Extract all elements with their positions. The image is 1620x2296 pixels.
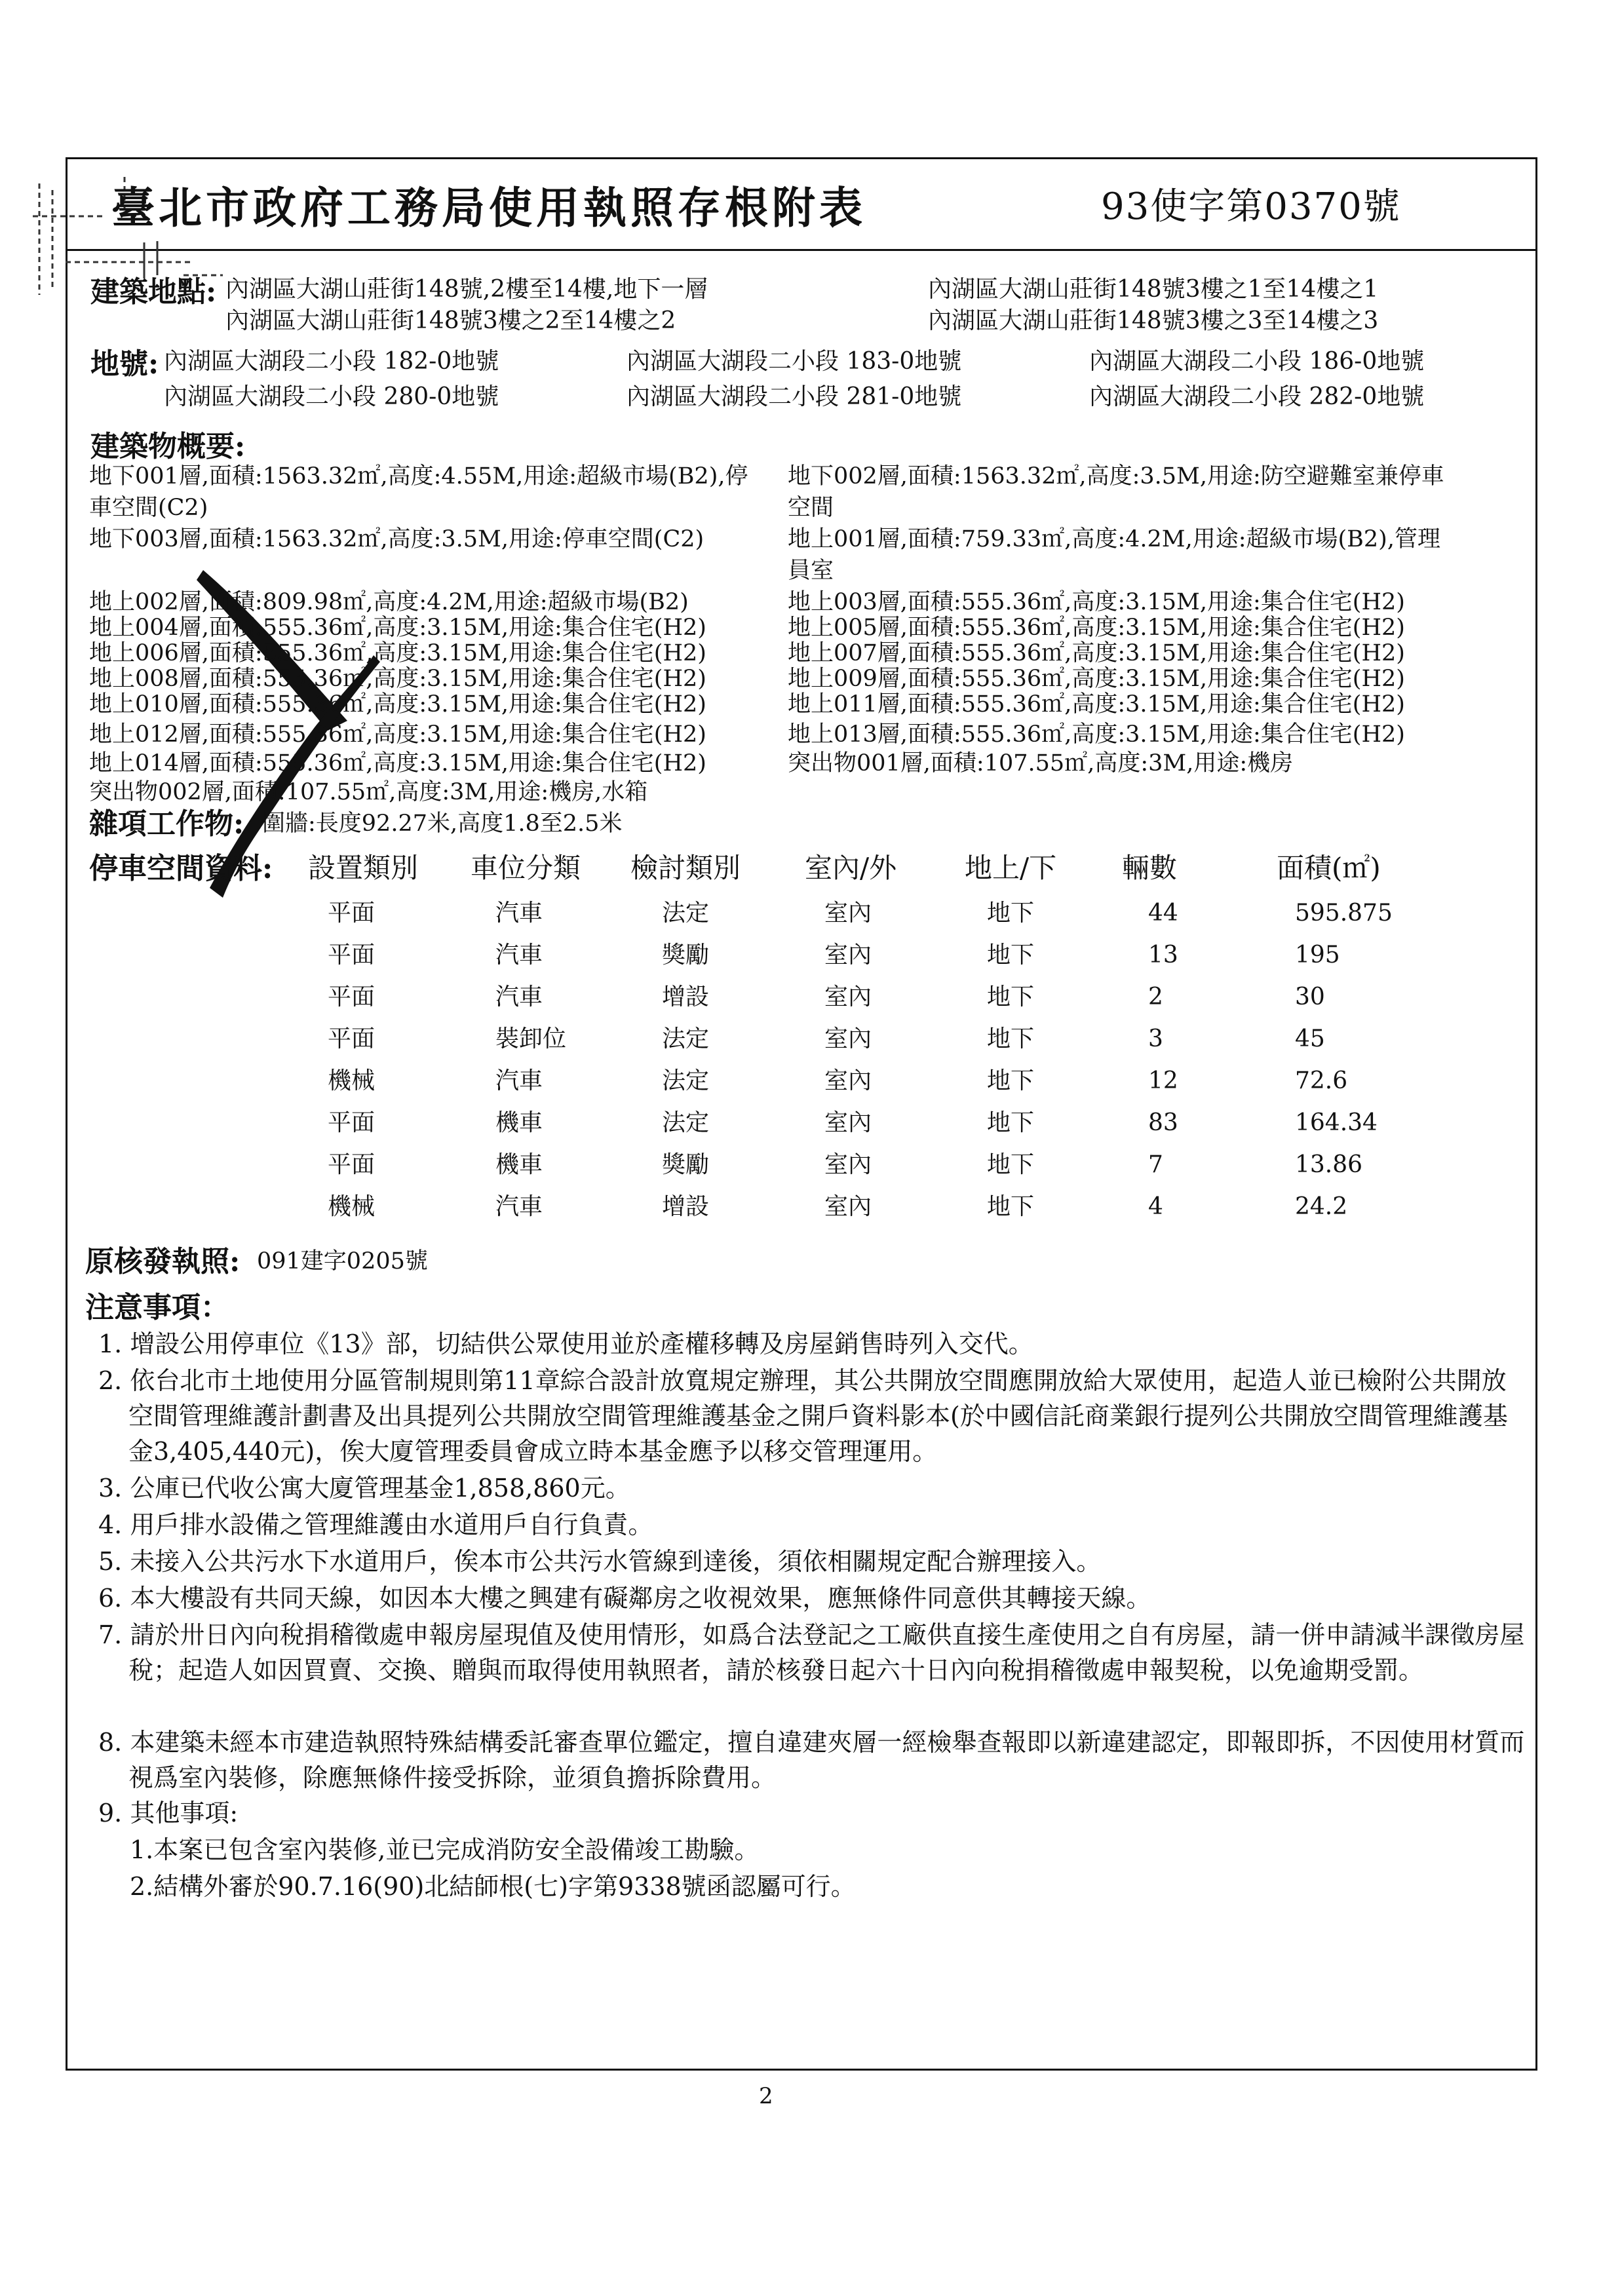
parking-cell: 12 <box>1148 1067 1178 1094</box>
lot-number: 內湖區大湖段二小段 186-0地號 <box>1089 348 1425 375</box>
parking-cell: 2 <box>1148 984 1163 1010</box>
note-item: 9. 其他事項: <box>98 1799 239 1827</box>
parking-cell: 4 <box>1148 1193 1163 1220</box>
parking-header-cell: 室內/外 <box>805 852 897 884</box>
parking-cell: 法定 <box>662 900 710 927</box>
parking-cell: 7 <box>1148 1151 1163 1178</box>
parking-cell: 室內 <box>824 900 872 927</box>
misc-value: 圍牆:長度92.27米,高度1.8至2.5米 <box>262 811 623 837</box>
parking-cell: 汽車 <box>495 1193 543 1220</box>
parking-header-cell: 輛數 <box>1122 852 1178 884</box>
floor-entry: 地下003層,面積:1563.32㎡,高度:3.5M,用途:停車空間(C2) <box>89 526 704 552</box>
parking-header-cell: 檢討類別 <box>630 852 741 884</box>
parking-cell: 地下 <box>987 942 1035 968</box>
title-divider <box>66 249 1537 251</box>
parking-cell: 13.86 <box>1295 1151 1363 1178</box>
parking-cell: 機械 <box>328 1193 376 1220</box>
note-item: 4. 用戶排水設備之管理維護由水道用戶自行負責。 <box>98 1510 653 1539</box>
floor-entry: 地上007層,面積:555.36㎡,高度:3.15M,用途:集合住宅(H2) <box>788 640 1405 666</box>
overview-label: 建築物概要: <box>90 430 246 463</box>
parking-cell: 機械 <box>328 1067 376 1094</box>
floor-entry: 地上009層,面積:555.36㎡,高度:3.15M,用途:集合住宅(H2) <box>788 666 1405 692</box>
page-number: 2 <box>759 2083 773 2109</box>
parking-cell: 增設 <box>662 984 710 1010</box>
parking-cell: 地下 <box>987 1067 1035 1094</box>
parking-cell: 獎勵 <box>662 942 710 968</box>
parking-cell: 平面 <box>328 984 376 1010</box>
parking-cell: 增設 <box>662 1193 710 1220</box>
floor-entry: 突出物002層,面積:107.55㎡,高度:3M,用途:機房,水箱 <box>89 779 648 805</box>
parking-cell: 室內 <box>824 1151 872 1178</box>
parking-cell: 室內 <box>824 1109 872 1136</box>
floor-entry: 地上008層,面積:555.36㎡,高度:3.15M,用途:集合住宅(H2) <box>89 666 706 692</box>
parking-cell: 室內 <box>824 1193 872 1220</box>
parking-header-cell: 車位分類 <box>471 852 581 884</box>
note-item: 8. 本建築未經本市建造執照特殊結構委託審查單位鑑定，擅自違建夾層一經檢舉查報即以新違建認定，即報即拆，不因使用材質而視爲室內裝修，除應無條件接受拆除，並須負擔拆除費用。 <box>98 1728 1525 1792</box>
parking-cell: 24.2 <box>1295 1193 1348 1220</box>
parking-cell: 平面 <box>328 1151 376 1178</box>
floor-entry: 地上014層,面積:555.36㎡,高度:3.15M,用途:集合住宅(H2) <box>89 750 706 776</box>
parking-header-cell: 面積(㎡) <box>1277 852 1381 884</box>
floor-entry: 地上005層,面積:555.36㎡,高度:3.15M,用途:集合住宅(H2) <box>788 615 1405 641</box>
floor-entry: 地上003層,面積:555.36㎡,高度:3.15M,用途:集合住宅(H2) <box>788 589 1405 615</box>
floor-entry: 突出物001層,面積:107.55㎡,高度:3M,用途:機房 <box>788 750 1294 776</box>
lot-number: 內湖區大湖段二小段 281-0地號 <box>627 383 962 410</box>
parking-cell: 164.34 <box>1295 1109 1378 1136</box>
parking-header-cell: 地上/下 <box>965 852 1057 884</box>
misc-label: 雜項工作物: <box>89 807 244 841</box>
parking-cell: 地下 <box>987 1193 1035 1220</box>
parking-cell: 室內 <box>824 942 872 968</box>
lot-number: 內湖區大湖段二小段 183-0地號 <box>627 348 962 375</box>
parking-cell: 室內 <box>824 984 872 1010</box>
parking-cell: 室內 <box>824 1025 872 1052</box>
address-label: 建築地點: <box>90 275 217 309</box>
floor-entry: 地上011層,面積:555.36㎡,高度:3.15M,用途:集合住宅(H2) <box>788 691 1405 718</box>
address-line: 內湖區大湖山莊街148號3樓之2至14樓之2 <box>225 307 676 334</box>
floor-entry: 地上004層,面積:555.36㎡,高度:3.15M,用途:集合住宅(H2) <box>89 615 706 641</box>
permit-number: 93使字第0370號 <box>1101 185 1401 228</box>
parking-cell: 地下 <box>987 900 1035 927</box>
parking-cell: 汽車 <box>495 942 543 968</box>
address-line: 內湖區大湖山莊街148號3樓之1至14樓之1 <box>928 276 1379 303</box>
parking-cell: 法定 <box>662 1109 710 1136</box>
parking-label: 停車空間資料: <box>89 852 273 885</box>
note-item: 5. 未接入公共污水下水道用戶，俟本市公共污水管線到達後，須依相關規定配合辦理接入。 <box>98 1547 1102 1576</box>
floor-entry: 地上010層,面積:555.36㎡,高度:3.15M,用途:集合住宅(H2) <box>89 691 706 718</box>
floor-entry: 空間 <box>788 495 834 521</box>
floor-entry: 地上006層,面積:555.36㎡,高度:3.15M,用途:集合住宅(H2) <box>89 640 706 666</box>
note-item: 6. 本大樓設有共同天線，如因本大樓之興建有礙鄰房之收視效果，應無條件同意供其轉接天線。 <box>98 1584 1151 1613</box>
parking-cell: 地下 <box>987 1025 1035 1052</box>
floor-entry: 車空間(C2) <box>89 495 208 521</box>
lot-number: 內湖區大湖段二小段 280-0地號 <box>164 383 499 410</box>
parking-cell: 汽車 <box>495 984 543 1010</box>
parking-cell: 30 <box>1295 984 1325 1010</box>
parking-cell: 72.6 <box>1295 1067 1348 1094</box>
parking-cell: 法定 <box>662 1025 710 1052</box>
parking-cell: 裝卸位 <box>495 1025 567 1052</box>
floor-entry: 員室 <box>788 558 834 584</box>
floor-entry: 地上002層,面積:809.98㎡,高度:4.2M,用途:超級市場(B2) <box>89 589 689 615</box>
parking-cell: 13 <box>1148 942 1178 968</box>
parking-cell: 汽車 <box>495 1067 543 1094</box>
parking-cell: 地下 <box>987 984 1035 1010</box>
lot-number: 內湖區大湖段二小段 282-0地號 <box>1089 383 1425 410</box>
lot-label: 地號: <box>90 347 159 381</box>
note-subitem: 2.結構外審於90.7.16(90)北結師根(七)字第9338號函認屬可行。 <box>130 1872 856 1901</box>
parking-cell: 平面 <box>328 1025 376 1052</box>
parking-cell: 45 <box>1295 1025 1325 1052</box>
parking-cell: 地下 <box>987 1109 1035 1136</box>
parking-header-cell: 設置類別 <box>308 852 419 884</box>
original-permit-value: 091建字0205號 <box>257 1248 428 1274</box>
lot-number: 內湖區大湖段二小段 182-0地號 <box>164 348 499 375</box>
floor-entry: 地上012層,面積:555.36㎡,高度:3.15M,用途:集合住宅(H2) <box>89 721 706 748</box>
parking-cell: 室內 <box>824 1067 872 1094</box>
parking-cell: 獎勵 <box>662 1151 710 1178</box>
floor-entry: 地下002層,面積:1563.32㎡,高度:3.5M,用途:防空避難室兼停車 <box>788 463 1444 489</box>
page-title: 臺北市政府工務局使用執照存根附表 <box>111 182 866 233</box>
parking-cell: 44 <box>1148 900 1178 927</box>
parking-cell: 195 <box>1295 942 1340 968</box>
note-subitem: 1.本案已包含室內裝修,並已完成消防安全設備竣工勘驗。 <box>130 1835 760 1864</box>
parking-cell: 地下 <box>987 1151 1035 1178</box>
parking-cell: 83 <box>1148 1109 1178 1136</box>
parking-cell: 法定 <box>662 1067 710 1094</box>
floor-entry: 地下001層,面積:1563.32㎡,高度:4.55M,用途:超級市場(B2),停 <box>89 463 748 489</box>
note-item: 2. 依台北市土地使用分區管制規則第11章綜合設計放寬規定辦理，其公共開放空間應開放給大眾使用，起造人並已檢附公共開放空間管理維護計劃書及出具提列公共開放空間管理維護基金之開戶資料影本(於中國信託商業銀行提列公共開放空間管理維護基金3,405,440元)，俟大廈管理委員會成立時本基金應予以移交管理運用。 <box>98 1366 1508 1466</box>
floor-entry: 地上001層,面積:759.33㎡,高度:4.2M,用途:超級市場(B2),管理 <box>788 526 1440 552</box>
parking-cell: 平面 <box>328 942 376 968</box>
parking-cell: 機車 <box>495 1151 543 1178</box>
parking-cell: 汽車 <box>495 900 543 927</box>
parking-cell: 平面 <box>328 1109 376 1136</box>
note-item: 3. 公庫已代收公寓大廈管理基金1,858,860元。 <box>98 1474 630 1502</box>
original-permit-label: 原核發執照: <box>85 1245 241 1278</box>
address-line: 內湖區大湖山莊街148號,2樓至14樓,地下一層 <box>225 276 708 303</box>
parking-cell: 平面 <box>328 900 376 927</box>
note-item: 7. 請於卅日內向稅捐稽徵處申報房屋現值及使用情形，如爲合法登記之工廠供直接生產使用之自有房屋，請一併申請減半課徵房屋稅；起造人如因買賣、交換、贈與而取得使用執照者，請於核發日起六十日內向稅捐稽徵處申報契稅，以免逾期受罰。 <box>98 1620 1525 1685</box>
parking-cell: 機車 <box>495 1109 543 1136</box>
parking-cell: 3 <box>1148 1025 1163 1052</box>
parking-cell: 595.875 <box>1295 900 1393 927</box>
note-item: 1. 增設公用停車位《13》部，切結供公眾使用並於產權移轉及房屋銷售時列入交代。 <box>98 1330 1033 1358</box>
floor-entry: 地上013層,面積:555.36㎡,高度:3.15M,用途:集合住宅(H2) <box>788 721 1405 748</box>
address-line: 內湖區大湖山莊街148號3樓之3至14樓之3 <box>928 307 1379 334</box>
notes-label: 注意事項： <box>85 1291 229 1324</box>
